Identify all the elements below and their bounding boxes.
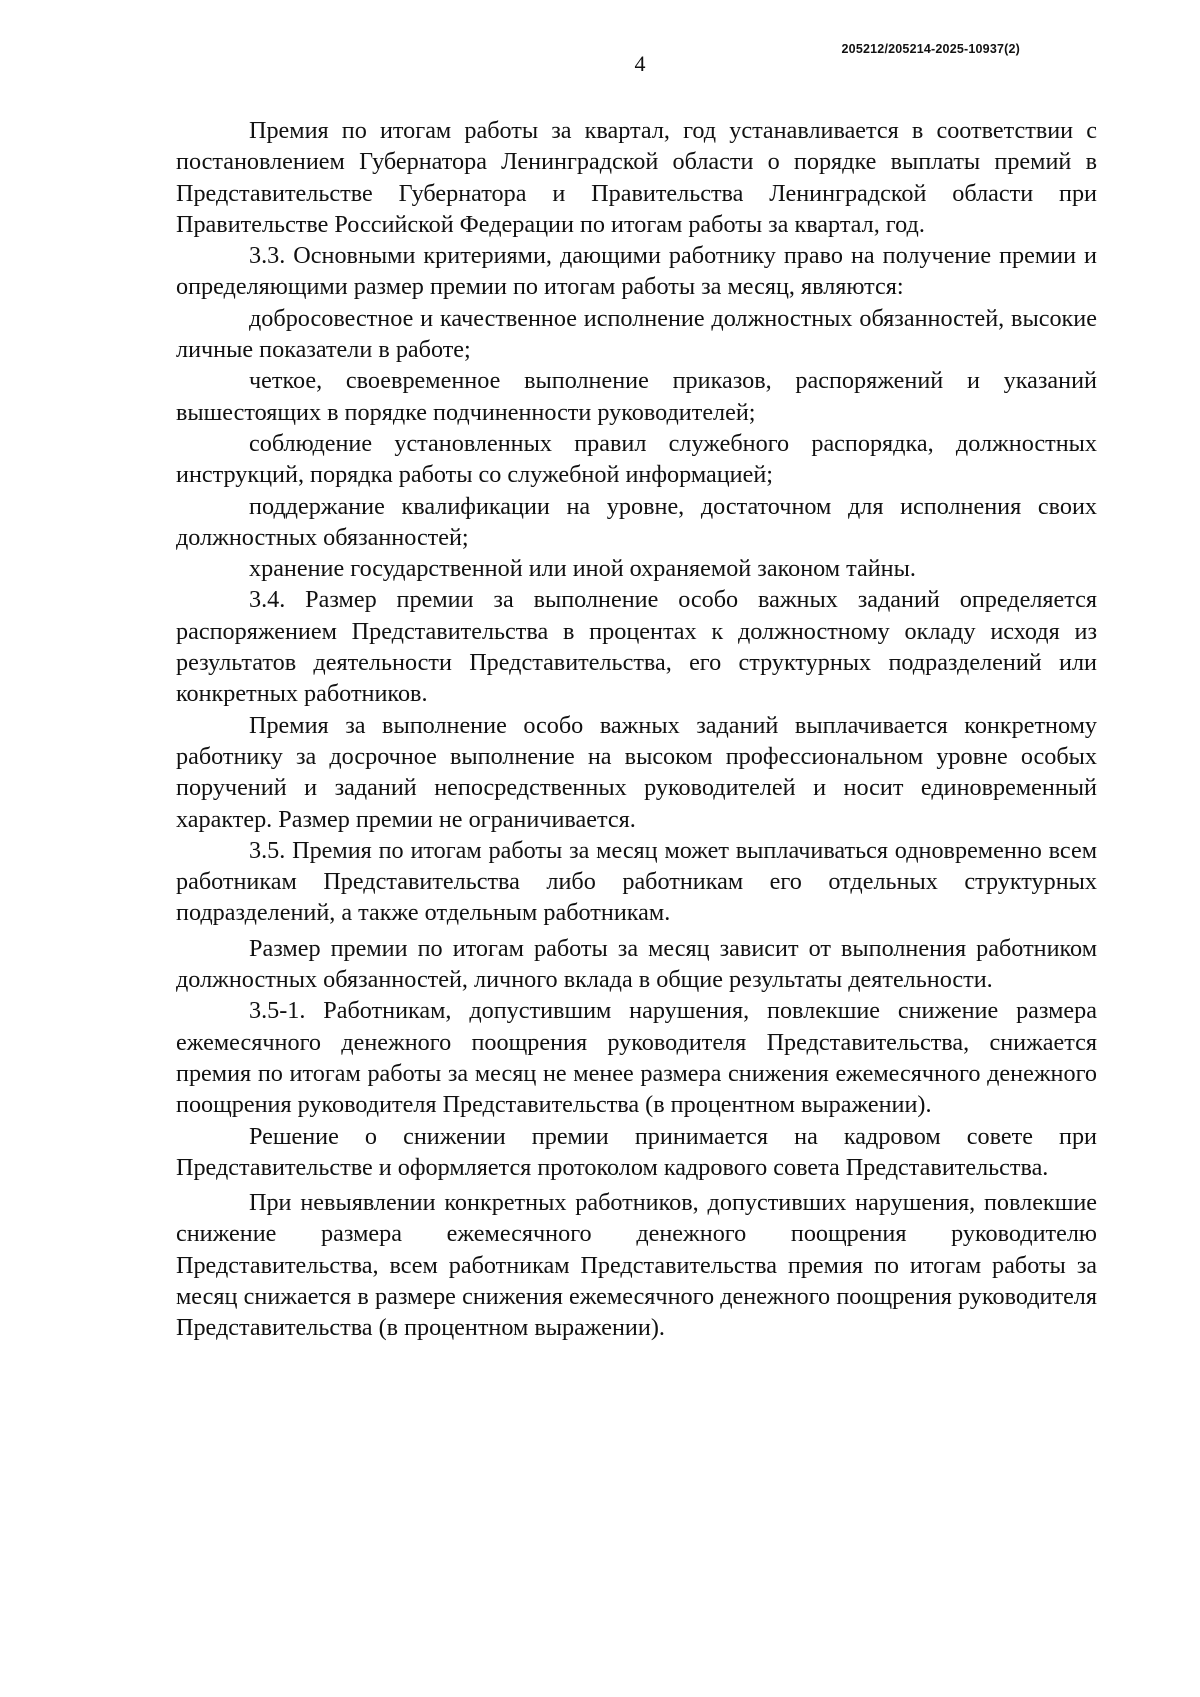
document-code: 205212/205214-2025-10937(2) xyxy=(841,42,1020,56)
paragraph-3-4-special-tasks: 3.4. Размер премии за выполнение особо важных заданий определяется распоряжением Представительства в процентах к должностному окладу исходя из результатов деятельности Представительства, его структурных подразделений или конкретных работников. xyxy=(176,586,1097,708)
paragraph-quarterly-bonus: Премия по итогам работы за квартал, год устанавливается в соответствии с постановлением Губернатора Ленинградской области о порядке выплаты премий в Представительстве Губернатора и Правительства Ленинградской области при Правительстве Российской Федерации по итогам работы за квартал, год. xyxy=(176,117,1097,238)
paragraph-criterion-secrecy: хранение государственной или иной охраняемой законом тайны. xyxy=(249,555,916,583)
paragraph-criterion-duties: добросовестное и качественное исполнение должностных обязанностей, высокие личные показатели в работе; xyxy=(176,304,1097,364)
paragraph-criterion-qualification: поддержание квалификации на уровне, достаточном для исполнения своих должностных обязанностей; xyxy=(176,492,1097,551)
paragraph-3-5-1-violations: 3.5-1. Работникам, допустившим нарушения, повлекшие снижение размера ежемесячного денежного поощрения руководителя Представительства, снижается премия по итогам работы за месяц не менее размера снижения ежемесячного денежного поощрения руководителя Представительства (в процентном выражении). xyxy=(176,997,1097,1119)
document-body xyxy=(176,115,1097,1344)
paragraph-criterion-rules: соблюдение установленных правил служебного распорядка, должностных инструкций, порядка работы со служебной информацией; xyxy=(176,429,1097,489)
paragraph-reduction-decision: Решение о снижении премии принимается на кадровом совете при Представительстве и оформляется протоколом кадрового совета Представительства. xyxy=(176,1122,1097,1181)
paragraph-3-5-monthly-bonus: 3.5. Премия по итогам работы за месяц может выплачиваться одновременно всем работникам Представительства либо работникам его отдельных структурных подразделений, а также отдельным работникам. xyxy=(176,836,1097,927)
paragraph-monthly-bonus-size: Размер премии по итогам работы за месяц зависит от выполнения работником должностных обязанностей, личного вклада в общие результаты деятельности. xyxy=(176,934,1097,994)
page-number: 4 xyxy=(634,51,646,76)
paragraph-reduction-all-employees: При невыявлении конкретных работников, допустивших нарушения, повлекшие снижение размера ежемесячного денежного поощрения руководителю Представительства, всем работникам Представительства премия по итогам работы за месяц снижается в размере снижения ежемесячного денежного поощрения руководителя Представительства (в процентном выражении). xyxy=(176,1189,1097,1342)
paragraph-3-3-criteria: 3.3. Основными критериями, дающими работнику право на получение премии и определяющими размер премии по итогам работы за месяц, являются: xyxy=(176,242,1097,301)
paragraph-criterion-orders: четкое, своевременное выполнение приказов, распоряжений и указаний вышестоящих в порядке подчиненности руководителей; xyxy=(176,367,1097,426)
paragraph-special-tasks-bonus: Премия за выполнение особо важных заданий выплачивается конкретному работнику за досрочное выполнение на высоком профессиональном уровне особых поручений и заданий непосредственных руководителей и носит единовременный характер. Размер премии не ограничивается. xyxy=(176,711,1097,833)
